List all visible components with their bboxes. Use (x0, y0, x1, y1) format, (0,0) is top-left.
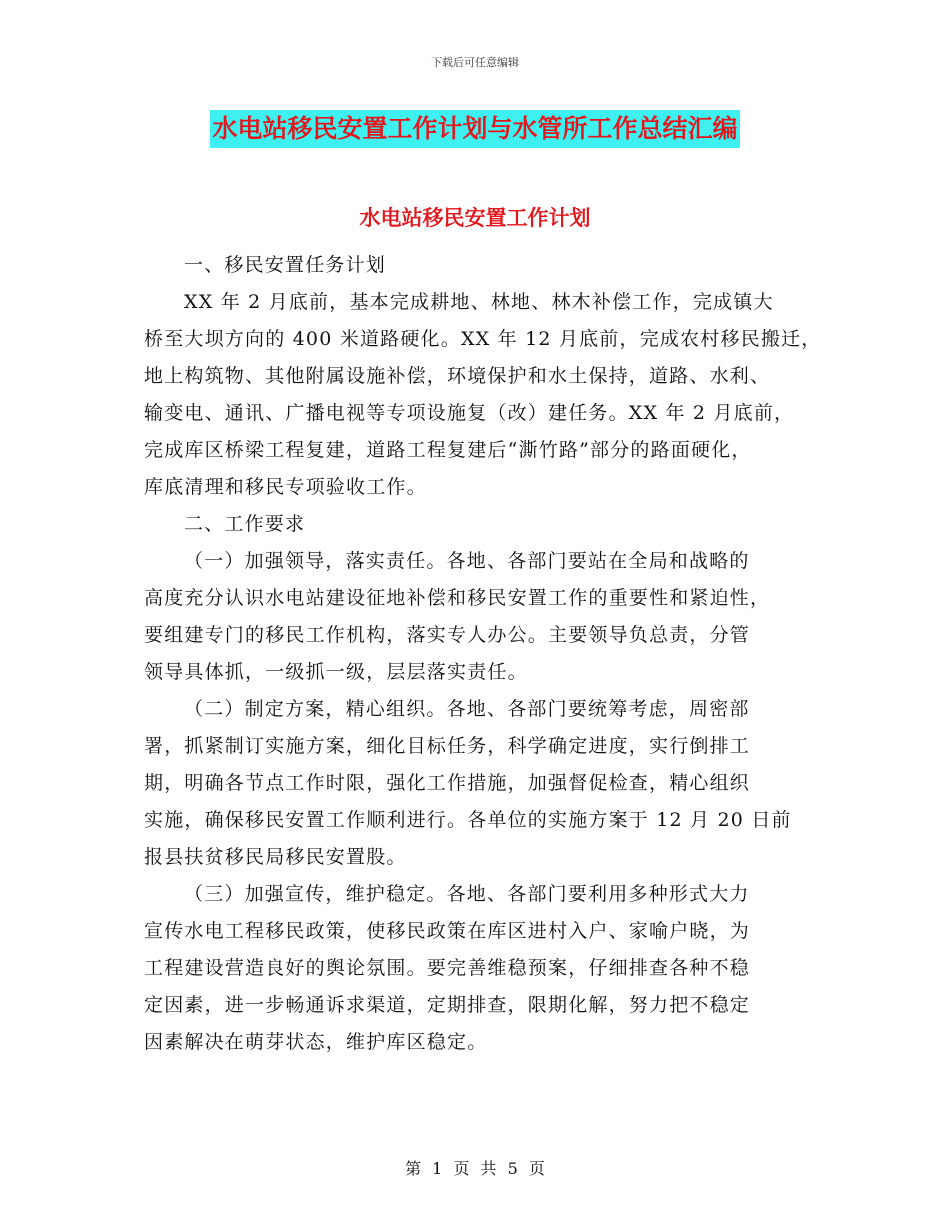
paragraph-line: 高度充分认识水电站建设征地补偿和移民安置工作的重要性和紧迫性， (144, 587, 771, 609)
paragraph-line: 库底清理和移民专项验收工作。 (144, 476, 427, 498)
paragraph-line: XX 年 2 月底前，基本完成耕地、林地、林木补偿工作，完成镇大 (184, 291, 774, 313)
paragraph-line: （二）制定方案，精心组织。各地、各部门要统筹考虑，周密部 (184, 698, 750, 720)
paragraph-line: （三）加强宣传，维护稳定。各地、各部门要利用多种形式大力 (184, 883, 750, 905)
document-title-wrap (0, 110, 950, 148)
paragraph-line: 工程建设营造良好的舆论氛围。要完善维稳预案，仔细排查各种不稳 (144, 957, 751, 979)
paragraph-line: 报县扶贫移民局移民安置股。 (144, 846, 407, 868)
paragraph-line: 完成库区桥梁工程复建，道路工程复建后“澌竹路”部分的路面硬化， (144, 439, 752, 461)
paragraph-line: 实施，确保移民安置工作顺利进行。各单位的实施方案于 12 月 20 日前 (144, 809, 792, 831)
document-title: 水电站移民安置工作计划与水管所工作总结汇编 (210, 110, 739, 148)
paragraph-line: 地上构筑物、其他附属设施补偿，环境保护和水土保持，道路、水利、 (144, 365, 771, 387)
page-footer: 第 1 页 共 5 页 (405, 1159, 545, 1178)
paragraph-line: 期，明确各节点工作时限，强化工作措施，加强督促检查，精心组织 (144, 772, 751, 794)
paragraph-line: 输变电、通讯、广播电视等专项设施复（改）建任务。XX 年 2 月底前， (144, 402, 795, 424)
paragraph-line: 领导具体抓，一级抓一级，层层落实责任。 (144, 661, 528, 683)
header-note: 下载后可任意编辑 (431, 56, 519, 69)
paragraph-line: 宣传水电工程移民政策，使移民政策在库区进村入户、家喻户晓，为 (144, 920, 751, 942)
paragraph-line: 要组建专门的移民工作机构，落实专人办公。主要领导负总责，分管 (144, 624, 751, 646)
heading-line: 一、移民安置任务计划 (184, 254, 387, 276)
paragraph-line: （一）加强领导，落实责任。各地、各部门要站在全局和战略的 (184, 550, 750, 572)
paragraph-line: 桥至大坝方向的 400 米道路硬化。XX 年 12 月底前，完成农村移民搬迁， (144, 328, 822, 350)
paragraph-line: 因素解决在萌芽状态，维护库区稳定。 (144, 1031, 488, 1053)
paragraph-line: 署，抓紧制订实施方案，细化目标任务，科学确定进度，实行倒排工 (144, 735, 751, 757)
paragraph-line: 定因素，进一步畅通诉求渠道，定期排查，限期化解，努力把不稳定 (144, 994, 751, 1016)
heading-line: 二、工作要求 (184, 513, 306, 535)
section-title: 水电站移民安置工作计划 (359, 206, 591, 230)
